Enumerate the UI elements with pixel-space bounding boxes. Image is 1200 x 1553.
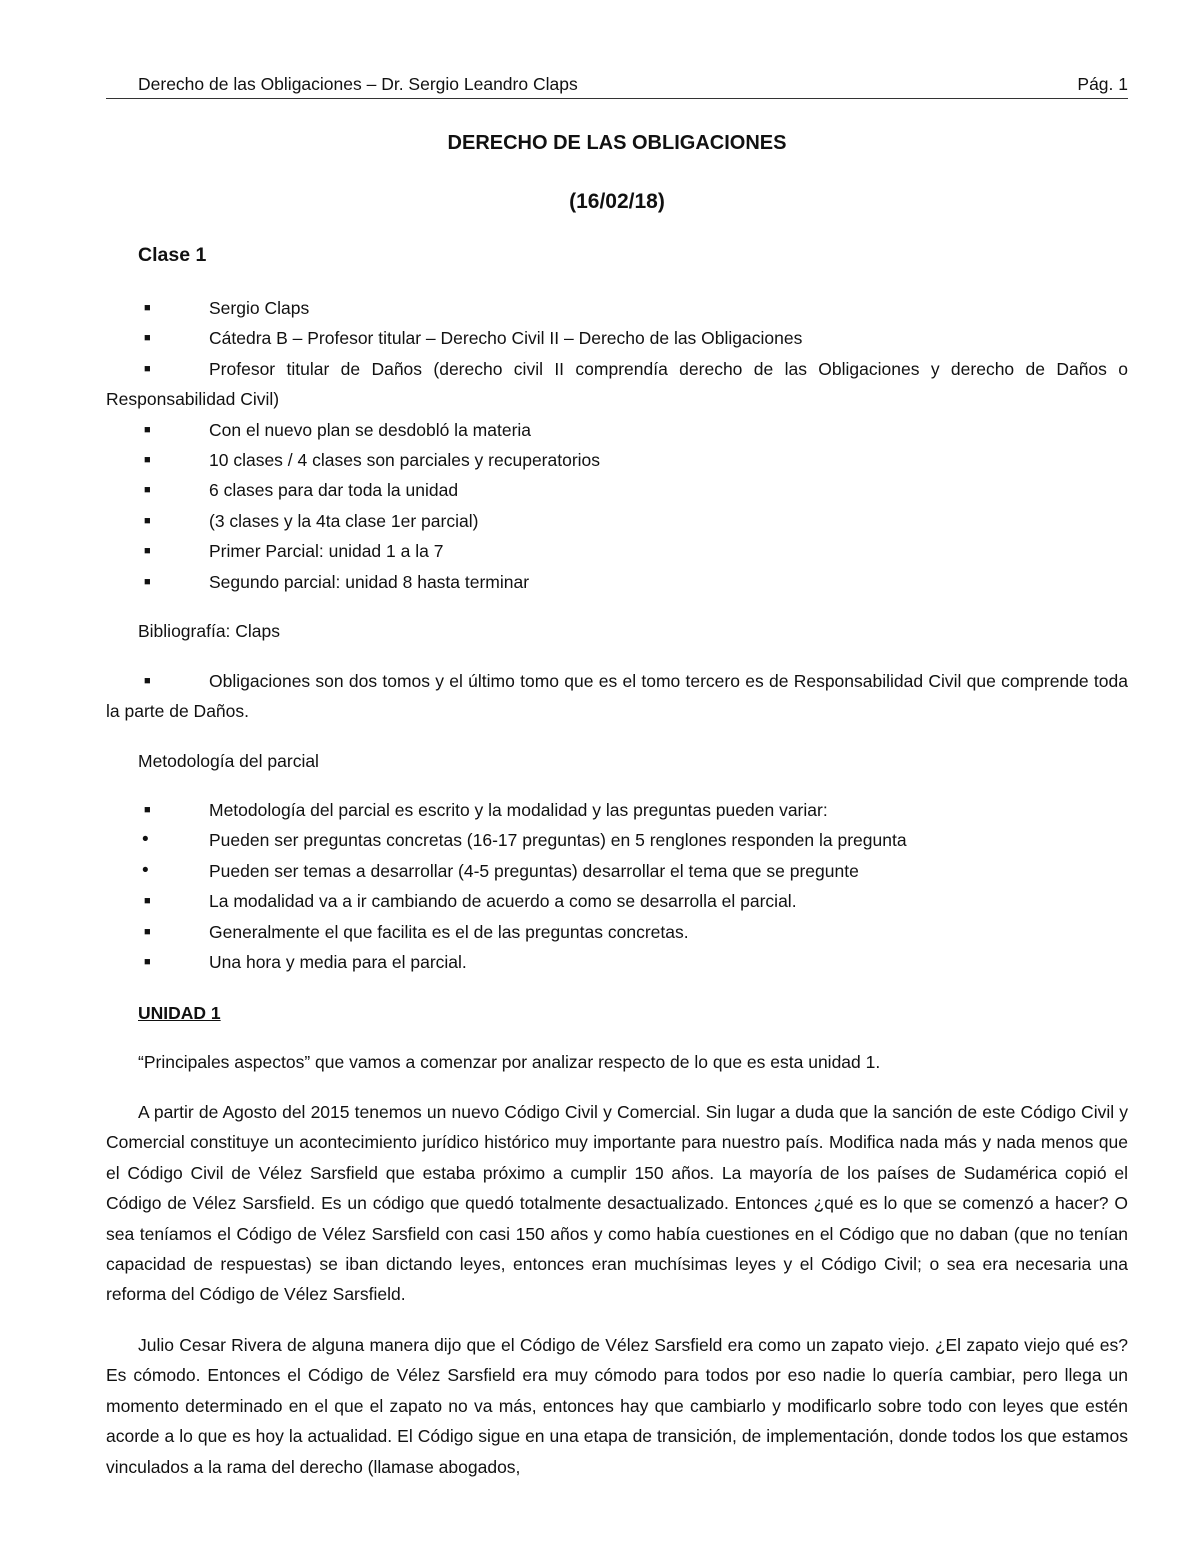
square-bullet-icon: ■ xyxy=(144,575,151,588)
document-title: DERECHO DE LAS OBLIGACIONES xyxy=(447,132,787,154)
square-bullet-icon: ■ xyxy=(144,302,151,314)
bibliography-list xyxy=(106,666,1128,727)
round-bullet-icon: • xyxy=(142,829,149,851)
square-bullet-icon: ■ xyxy=(144,925,151,938)
round-bullet-icon: • xyxy=(142,859,149,881)
intro-list xyxy=(106,293,1128,597)
list-item: ■ Una hora y media para el parcial. xyxy=(106,947,1128,977)
list-item: ■ La modalidad va a ir cambiando de acuerdo a como se desarrolla el parcial. xyxy=(106,886,1128,916)
square-bullet-icon: ■ xyxy=(144,895,151,908)
list-item: ■ Sergio Claps xyxy=(106,293,1128,323)
paragraph-2: Julio Cesar Rivera de alguna manera dijo que el Código de Vélez Sarsfield era como un zapato viejo. ¿El zapato viejo qué es? Es cómodo. Entonces el Código de Vélez Sarsfield era muy cómodo para todos por eso nadie lo quería cambiar, pero llega un momento determinado en el que el zapato no va más, entonces hay que cambiarlo y modificarlo sobre todo con leyes que estén acorde a lo que es hoy la actualidad. El Código sigue en una etapa de transición, de implementación, donde todos los que estamos vinculados a la rama del derecho (llamase abogados, xyxy=(106,1335,1128,1477)
document-date: (16/02/18) xyxy=(569,190,665,213)
square-bullet-icon: ■ xyxy=(144,423,151,436)
page-header xyxy=(106,72,1128,99)
list-item: • Pueden ser temas a desarrollar (4-5 preguntas) desarrollar el tema que se pregunte xyxy=(106,856,1128,886)
page-number: Pág. 1 xyxy=(1077,74,1128,94)
methodology-list xyxy=(106,795,1128,977)
list-item: ■ Con el nuevo plan se desdobló la materia xyxy=(106,415,1128,445)
square-bullet-icon: ■ xyxy=(144,956,151,969)
square-bullet-icon: ■ xyxy=(144,362,151,375)
list-item: ■ Profesor titular de Daños (derecho civil II comprendía derecho de las Obligaciones y derecho de Daños o Responsabilidad Civil) xyxy=(106,354,1128,415)
list-item: ■ 6 clases para dar toda la unidad xyxy=(106,475,1128,505)
square-bullet-icon: ■ xyxy=(144,454,151,467)
square-bullet-icon: ■ xyxy=(144,332,151,345)
list-item: ■ Cátedra B – Profesor titular – Derecho Civil II – Derecho de las Obligaciones xyxy=(106,323,1128,353)
unit-heading: UNIDAD 1 xyxy=(138,1003,221,1023)
list-item: ■ Generalmente el que facilita es el de las preguntas concretas. xyxy=(106,917,1128,947)
list-item: ■ Metodología del parcial es escrito y la modalidad y las preguntas pueden variar: xyxy=(106,795,1128,825)
square-bullet-icon: ■ xyxy=(144,545,151,558)
list-item: ■ Primer Parcial: unidad 1 a la 7 xyxy=(106,536,1128,566)
bibliography-label: Bibliografía: Claps xyxy=(138,621,281,641)
square-bullet-icon: ■ xyxy=(144,514,151,527)
list-item: ■ 10 clases / 4 clases son parciales y recuperatorios xyxy=(106,445,1128,475)
list-item: ■ Segundo parcial: unidad 8 hasta terminar xyxy=(106,567,1128,597)
square-bullet-icon: ■ xyxy=(144,804,151,816)
methodology-heading: Metodología del parcial xyxy=(138,751,319,771)
list-item: • Pueden ser preguntas concretas (16-17 preguntas) en 5 renglones responden la pregunta xyxy=(106,825,1128,855)
square-bullet-icon: ■ xyxy=(144,675,151,687)
list-item: ■ Obligaciones son dos tomos y el último tomo que es el tomo tercero es de Responsabilidad Civil que comprende toda la parte de Daños. xyxy=(106,666,1128,727)
square-bullet-icon: ■ xyxy=(144,484,151,497)
paragraph-1: A partir de Agosto del 2015 tenemos un nuevo Código Civil y Comercial. Sin lugar a duda que la sanción de este Código Civil y Comercial constituye un acontecimiento jurídico histórico muy importante para nuestro país. Modifica nada más y nada menos que el Código Civil de Vélez Sarsfield que estaba próximo a cumplir 150 años. La mayoría de los países de Sudamérica copió el Código de Vélez Sarsfield. Es un código que quedó totalmente desactualizado. Entonces ¿qué es lo que se comenzó a hacer? O sea teníamos el Código de Vélez Sarsfield con casi 150 años y como había cuestiones en el Código que no daban (que no tenían capacidad de respuestas) se iban dictando leyes, entonces eran muchísimas leyes y el Código Civil; o sea era necesaria una reforma del Código de Vélez Sarsfield. xyxy=(106,1102,1128,1305)
unit-intro: “Principales aspectos” que vamos a comenzar por analizar respecto de lo que es esta unidad 1. xyxy=(138,1052,881,1072)
list-item: ■ (3 clases y la 4ta clase 1er parcial) xyxy=(106,506,1128,536)
header-title: Derecho de las Obligaciones – Dr. Sergio Leandro Claps xyxy=(138,74,578,94)
class-heading: Clase 1 xyxy=(138,244,207,266)
